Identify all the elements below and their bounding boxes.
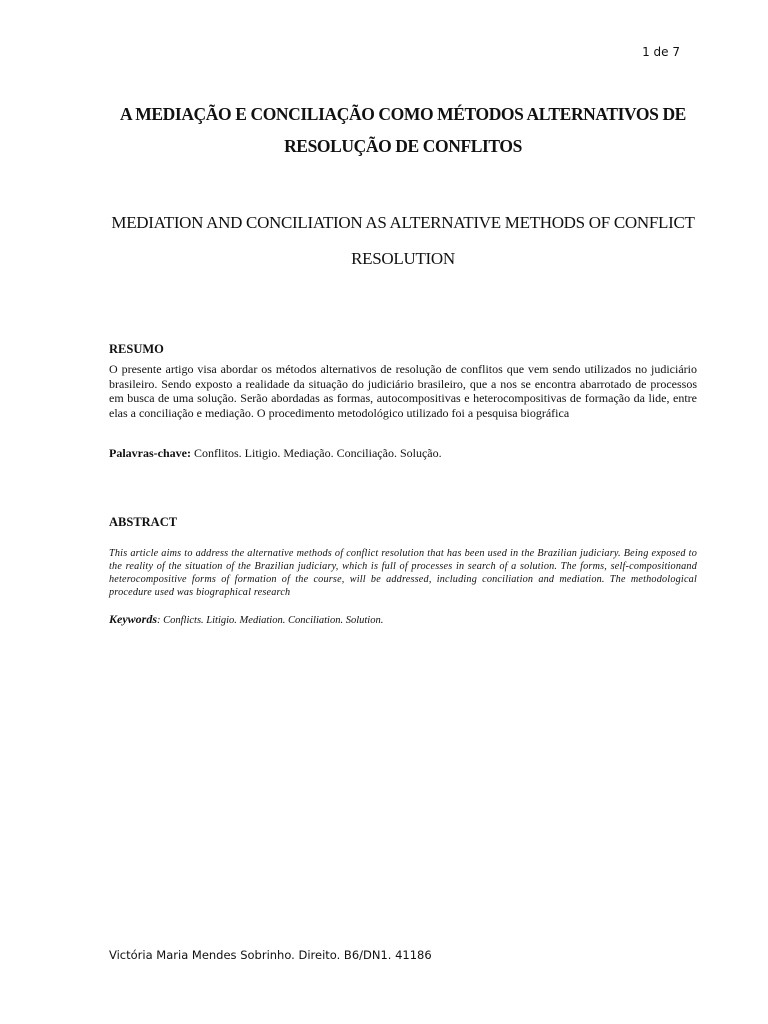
- footer-author: Victória Maria Mendes Sobrinho. Direito. B6/DN1. 41186: [109, 948, 432, 962]
- keywords-list: : Conflicts. Litigio. Mediation. Conciliation. Solution.: [157, 615, 384, 626]
- palavras-chave-list: Conflitos. Litigio. Mediação. Conciliação. Solução.: [190, 446, 442, 460]
- title-english: MEDIATION AND CONCILIATION AS ALTERNATIVE METHODS OF CONFLICT RESOLUTION: [111, 213, 695, 268]
- abstract-heading: ABSTRACT: [109, 515, 178, 529]
- palavras-chave-label: Palavras-chave:: [109, 446, 191, 460]
- resumo-body: O presente artigo visa abordar os métodos alternativos de resolução de conflitos que vem sendo utilizados no judiciário brasileiro. Sendo exposto a realidade da situação do judiciário brasileiro, que a nos se encontra abarrotado de processos em busca de uma solução. Serão abordadas as formas, autocompositivas e heterocompositivas de formação da lide, entre elas a conciliação e mediação. O procedimento metodológico utilizado foi a pesquisa biográfica: [109, 362, 697, 420]
- resumo-heading: RESUMO: [109, 342, 164, 356]
- title-portuguese: A MEDIAÇÃO E CONCILIAÇÃO COMO MÉTODOS ALTERNATIVOS DE RESOLUÇÃO DE CONFLITOS: [120, 104, 686, 156]
- keywords-label: Keywords: [109, 612, 157, 626]
- page-number: 1 de 7: [642, 45, 680, 59]
- keywords: [109, 612, 697, 627]
- palavras-chave: [109, 446, 697, 461]
- abstract-body: This article aims to address the alternative methods of conflict resolution that has been used in the Brazilian judiciary. Being exposed to the reality of the situation of the Brazilian judiciary, which is full of processes in search of a solution. The forms, self-compositionand heterocompositive forms of formation of the course, will be addressed, including conciliation and mediation. The methodological procedure used was biographical research: [109, 548, 697, 598]
